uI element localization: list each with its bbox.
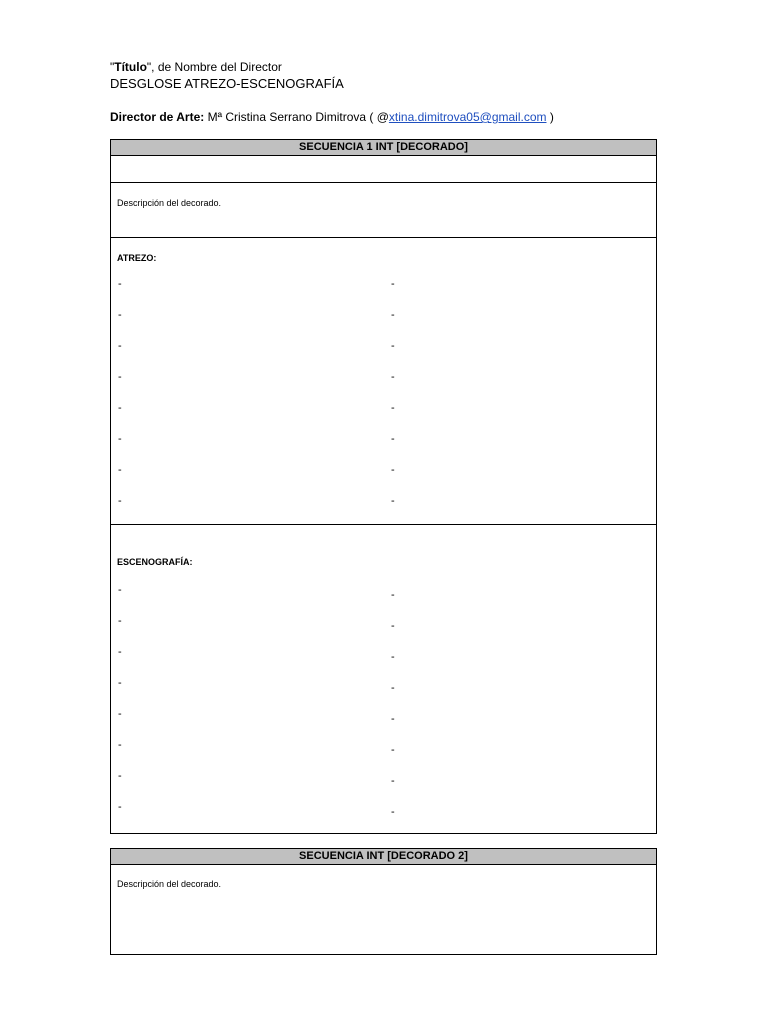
sequence-2-description: Descripción del decorado. [117, 879, 222, 889]
escenografia-right-item: - [391, 713, 395, 725]
escenografia-right-item: - [391, 651, 395, 663]
doc-subtitle: DESGLOSE ATREZO-ESCENOGRAFÍA [110, 76, 344, 91]
atrezo-right-item: - [391, 433, 395, 445]
escenografia-right-item: - [391, 775, 395, 787]
quote-open: " [110, 60, 115, 74]
director-name: Mª Cristina Serrano Dimitrova ( @ [204, 110, 389, 124]
escenografia-right-item: - [391, 806, 395, 818]
atrezo-left-item: - [118, 278, 122, 290]
escenografia-left-item: - [118, 584, 122, 596]
atrezo-right-item: - [391, 402, 395, 414]
sequence-1-description-row [111, 183, 656, 238]
atrezo-left-item: - [118, 464, 122, 476]
sequence-1-blank-row [111, 156, 656, 183]
atrezo-right-item: - [391, 371, 395, 383]
escenografia-left-item: - [118, 615, 122, 627]
escenografia-right-item: - [391, 744, 395, 756]
atrezo-right-item: - [391, 340, 395, 352]
atrezo-left-item: - [118, 371, 122, 383]
escenografia-right-item: - [391, 620, 395, 632]
atrezo-label: ATREZO: [117, 253, 157, 263]
atrezo-right-item: - [391, 495, 395, 507]
atrezo-left-item: - [118, 402, 122, 414]
sequence-1-header: SECUENCIA 1 INT [DECORADO] [111, 140, 656, 156]
atrezo-left-item: - [118, 495, 122, 507]
escenografia-left-item: - [118, 646, 122, 658]
escenografia-right-item: - [391, 589, 395, 601]
escenografia-section [111, 525, 656, 835]
atrezo-right-item: - [391, 309, 395, 321]
atrezo-left-item: - [118, 309, 122, 321]
atrezo-right-item: - [391, 278, 395, 290]
escenografia-right-item: - [391, 682, 395, 694]
sequence-2-header: SECUENCIA INT [DECORADO 2] [111, 849, 656, 865]
director-email-link[interactable]: xtina.dimitrova05@gmail.com [388, 110, 547, 124]
escenografia-left-item: - [118, 739, 122, 751]
escenografia-left-item: - [118, 677, 122, 689]
escenografia-left-item: - [118, 770, 122, 782]
director-line [110, 110, 554, 124]
title-word: Título [114, 60, 147, 74]
director-label: Director de Arte: [110, 110, 205, 124]
atrezo-section [111, 238, 656, 525]
atrezo-left-item: - [118, 433, 122, 445]
escenografia-left-item: - [118, 708, 122, 720]
director-close: ) [546, 110, 554, 124]
title-rest: ", de Nombre del Director [146, 60, 282, 74]
atrezo-left-item: - [118, 340, 122, 352]
atrezo-right-item: - [391, 464, 395, 476]
escenografia-label: ESCENOGRAFÍA: [117, 557, 193, 567]
escenografia-left-item: - [118, 801, 122, 813]
doc-title-line [110, 60, 282, 74]
sequence-2-table [110, 848, 657, 955]
sequence-1-table [110, 139, 657, 834]
sequence-1-description: Descripción del decorado. [117, 198, 222, 208]
